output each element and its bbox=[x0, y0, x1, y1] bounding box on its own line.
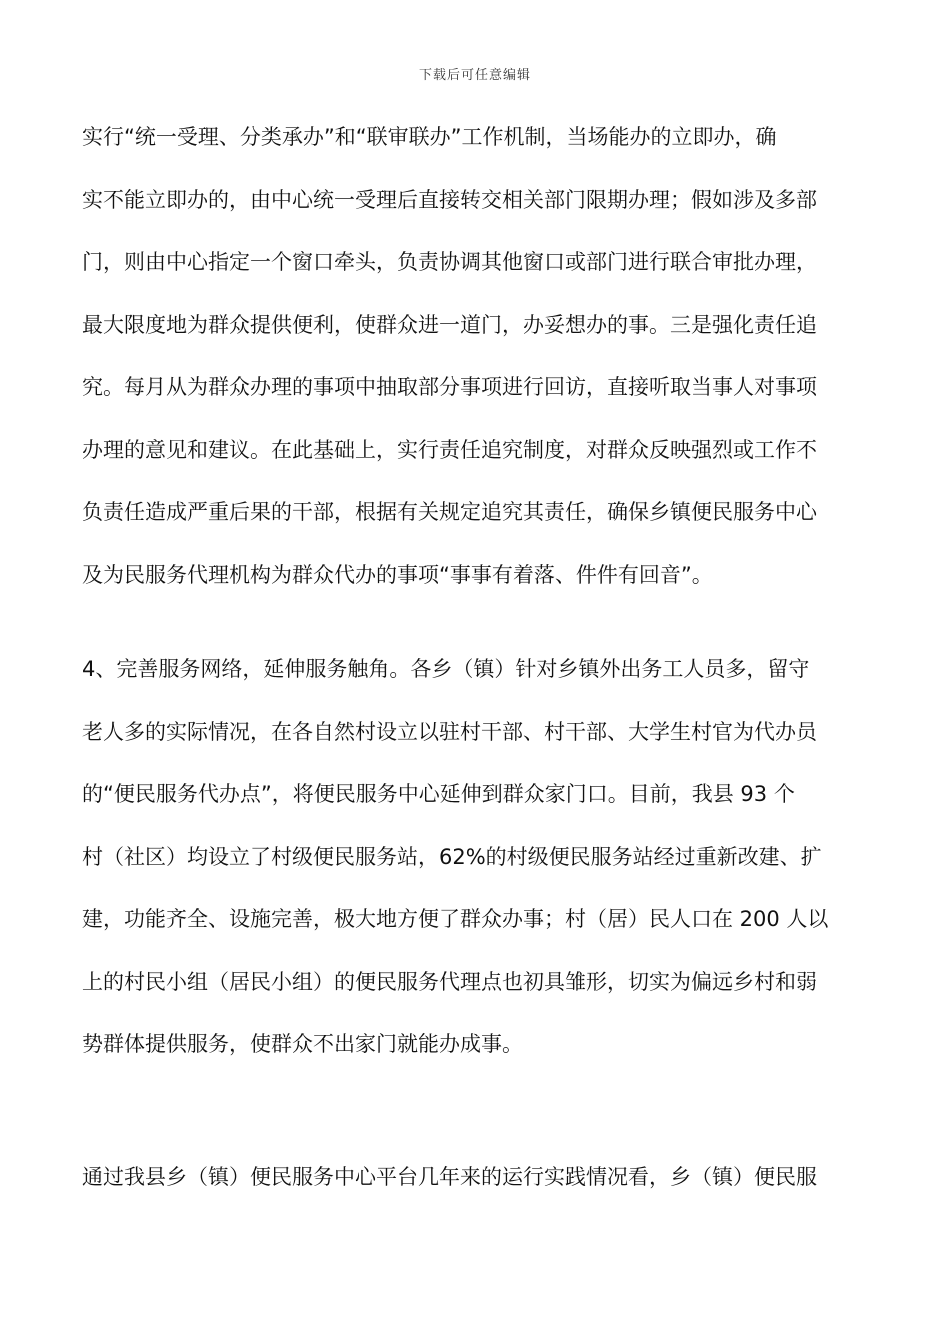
text-line: 实行“统一受理、分类承办”和“联审联办”工作机制，当场能办的立即办，确 bbox=[82, 125, 777, 149]
text-line: 村（社区）均设立了村级便民服务站，62%的村级便民服务站经过重新改建、扩 bbox=[82, 844, 822, 869]
text-line: 建，功能齐全、设施完善，极大地方便了群众办事；村（居）民人口在 200 人以 bbox=[82, 907, 829, 931]
text-line: 办理的意见和建议。在此基础上，实行责任追究制度，对群众反映强烈或工作不 bbox=[82, 437, 817, 462]
text-line: 及为民服务代理机构为群众代办的事项“事事有着落、件件有回音”。 bbox=[82, 562, 713, 587]
text-line: 势群体提供服务，使群众不出家门就能办成事。 bbox=[82, 1032, 523, 1056]
page-header: 下载后可任意编辑 bbox=[418, 68, 531, 83]
text-line: 老人多的实际情况，在各自然村设立以驻村干部、村干部、大学生村官为代办员 bbox=[82, 719, 817, 744]
text-line: 通过我县乡（镇）便民服务中心平台几年来的运行实践情况看，乡（镇）便民服 bbox=[82, 1165, 817, 1189]
text-line: 4、完善服务网络，延伸服务触角。各乡（镇）针对乡镇外出务工人员多，留守 bbox=[82, 657, 810, 681]
text-line: 负责任造成严重后果的干部，根据有关规定追究其责任，确保乡镇便民服务中心 bbox=[82, 500, 817, 524]
text-line: 实不能立即办的，由中心统一受理后直接转交相关部门限期办理；假如涉及多部 bbox=[82, 187, 817, 212]
paragraph-1 bbox=[82, 106, 872, 606]
paragraph-2 bbox=[82, 638, 872, 1076]
text-line: 最大限度地为群众提供便利，使群众进一道门，办妥想办的事。三是强化责任追 bbox=[82, 312, 817, 337]
text-line: 门，则由中心指定一个窗口牵头，负责协调其他窗口或部门进行联合审批办理， bbox=[82, 250, 817, 274]
text-line: 上的村民小组（居民小组）的便民服务代理点也初具雏形，切实为偏远乡村和弱 bbox=[82, 969, 817, 994]
text-line: 的“便民服务代办点”，将便民服务中心延伸到群众家门口。目前，我县 93 个 bbox=[82, 782, 795, 806]
text-line: 究。每月从为群众办理的事项中抽取部分事项进行回访，直接听取当事人对事项 bbox=[82, 375, 817, 399]
paragraph-3 bbox=[82, 1146, 872, 1209]
